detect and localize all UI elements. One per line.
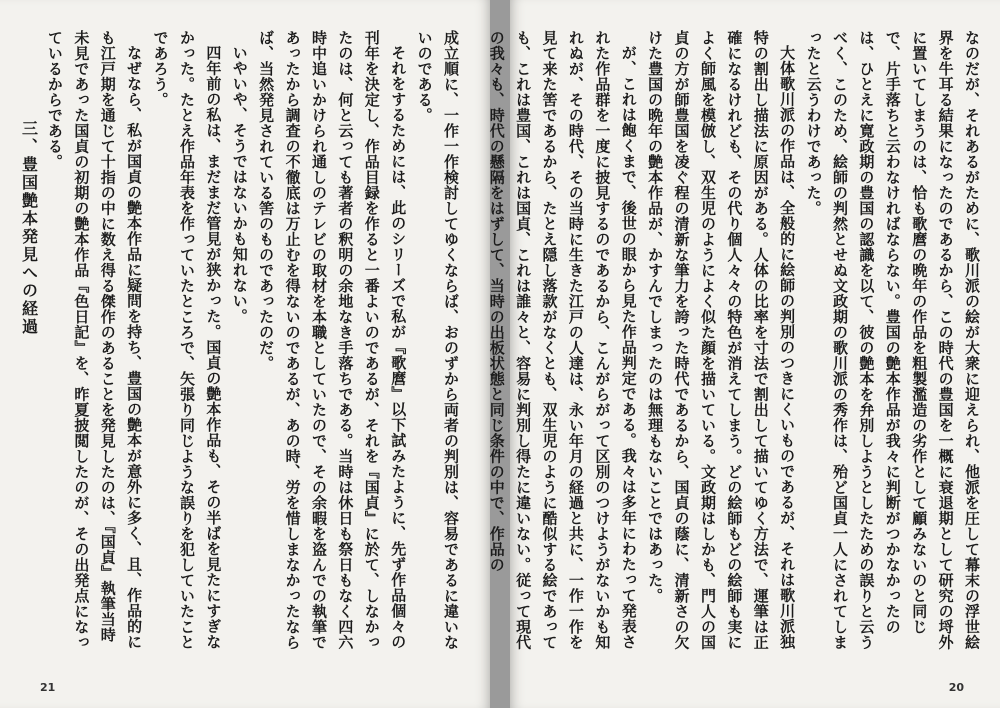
left-page-text <box>19 30 464 650</box>
left-paragraph-4: 四年前の私は、まだまだ管見が狭かった。国貞の艶本作品も、その半ばを見たにすぎなかった。たとえ作品年表を作っていたところで、矢張り同じような誤りを犯していたことであろう。 <box>151 30 223 650</box>
right-page-text <box>487 30 985 650</box>
page-number-left: 21 <box>40 681 56 694</box>
left-paragraph-5: なぜなら、私が国貞の艶本作品に疑問を持ち、豊国の艶本が意外に多く、且、作品的にも江戸期を通じて十指の中に数え得る傑作のあることを発見したのは、『国貞』執筆当時未見であった国貞の初期の艶本作品『色日記』を、昨夏披閲したのが、その出発点になっているからである。 <box>45 30 144 650</box>
left-paragraph-1: 成立順に、一作一作検討してゆくならば、おのずから両者の判別は、容易であるに違いないのである。 <box>415 30 460 650</box>
left-paragraph-3: いやいや、そうではないかも知れない。 <box>230 45 249 324</box>
right-paragraph-3: が、これは飽くまで、後世の眼から見た作品判定である。我々は多年にわたって発表された作品群を一度に披見するのであるから、こんがらがって区別のつけようがないかも知れぬが、その時代、その当時に生きた江戸の人達は、永い年月の経過と共に、一作一作を見て来た筈であるから、たとえ隠し落款がなくとも、双生児のように酷似する絵であっても、これは豊国、これは国貞、これは誰々と、容易に判別し得たに違いない。従って現代の我々も、時代の懸隔をはずして、当時の出板状態と同じ条件の中で、作品の <box>487 30 638 650</box>
left-page <box>0 0 490 708</box>
right-paragraph-2: 大体歌川派の作品は、全般的に絵師の判別のつきにくいものであるが、それは歌川派独特の割出し描法に原因がある。人体の比率を寸法で割出して描いてゆく方法で、運筆は正確になるけれども、その代り個人々々の特色が消えてしまう。どの絵師もどの絵師も実によく師風を模倣し、双生児のようによく似た顔を描いている。文政期はしかも、門人の国貞の方が師豊国を凌ぐ程の清新な筆力を誇った時代であるから、国貞の蔭に、清新さの欠けた豊国の晩年の艶本作品が、かすんでしまったのは無理もないことではあった。 <box>646 30 797 650</box>
section-heading: 三、豊国艶本発見への経過 <box>19 120 39 336</box>
left-paragraph-2: それをするためには、此のシリーズで私が『歌麿』以下試みたように、先ず作品個々の刊年を決定し、作品目録を作ると一番よいのであるが、それを『国貞』に於て、しなかったのは、何と云っても著者の釈明の余地なき手落ちである。当時は休日も祭日もなく四六時中追いかけられ通しのテレビの取材を本職としていたので、その余暇を盗んでの執筆であったから調査の不徹底は万止むを得ないのであるが、あの時、労を惜しまなかったならば、当然発見されている筈のものであったのだ。 <box>257 30 408 650</box>
right-paragraph-1: なのだが、それあるがために、歌川派の絵が大衆に迎えられ、他派を圧して幕末の浮世絵界を牛耳る結果になったのであるから、この時代の豊国を一概に衰退期として研究の埒外に置いてしまうのは、恰も歌麿の晩年の作品を粗製濫造の劣作として顧みないのと同じで、片手落ちと云わなければならない。豊国の艶本作品が我々に判断がつかなかったのは、ひとえに寛政期の豊国の認識を以て、彼の艶本を弁別しようとしたための誤りと云うべく、このため、絵師の判然とせぬ文政期の歌川派の秀作は、殆ど国貞一人にされてしまったと云うわけであった。 <box>804 30 981 650</box>
right-page <box>487 0 1000 708</box>
page-number-right: 20 <box>948 681 964 694</box>
